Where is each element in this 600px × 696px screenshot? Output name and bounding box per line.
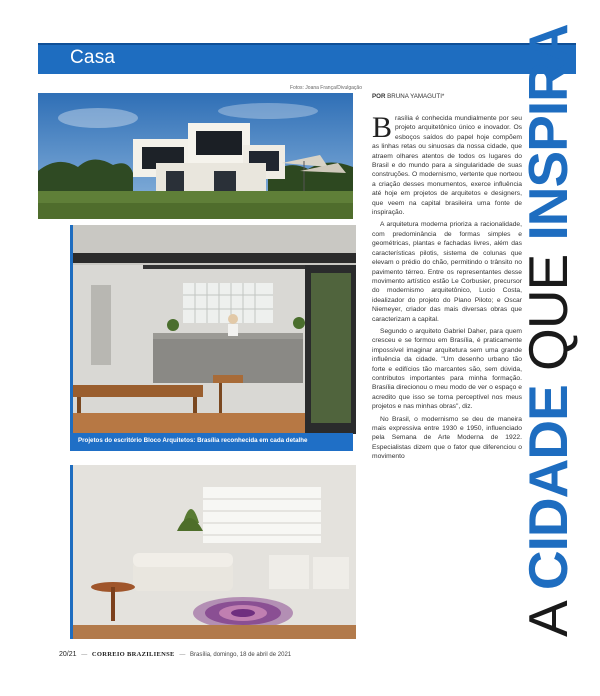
article-paragraph-2: A arquitetura moderna prioriza a racionalidade, com predominância de formas simples e geométricas, plantas e fachadas livres, além das características pilotis, sistema de colunas que elevam o prédio do chão, permitindo o trânsito no pavimento térreo. Entre os representantes desse movimento artístico estão Le Corbusier, precursor do modernismo arquitetônico, Lucio Costa, idealizador do projeto do Plano Piloto; e Oscar Niemeyer, criador das mais diversas obras que caracterizam a capital.	[372, 221, 522, 323]
newspaper-name: CORREIO BRAZILIENSE	[91, 651, 175, 658]
photo-caption-box	[70, 433, 353, 451]
byline-prefix: POR	[372, 93, 386, 100]
article-paragraph-1	[372, 111, 522, 217]
section-title: Casa	[70, 47, 116, 68]
page-footer	[59, 651, 291, 658]
footer-separator: —	[179, 652, 186, 658]
headline-word-a: A	[517, 590, 579, 637]
section-header	[38, 43, 576, 74]
headline	[517, 24, 579, 637]
headline-word-cidade: CIDADE	[517, 385, 579, 591]
page-number: 20/21	[59, 651, 77, 658]
headline-word-inspira: INSPIRA	[517, 24, 579, 241]
house-exterior-photo	[38, 93, 353, 219]
byline	[372, 93, 444, 100]
footer-separator: —	[81, 652, 88, 658]
article-paragraph-3: Segundo o arquiteto Gabriel Daher, para quem cresceu e se formou em Brasília, é praticamente impossível imaginar arquitetura sem uma grande influência da cidade. "Um desenho urbano tão forte e edifícios tão marcantes são, sem dúvida, contributos importantes para minha formação. Brasília direcionou o meu modo de ver o espaço e acredito que isso se torna perceptível nos meus projetos e nas minhas obras", diz.	[372, 327, 522, 411]
kitchen-interior-photo	[70, 225, 356, 434]
living-room-illustration	[73, 465, 356, 639]
headline-word-que: QUE	[517, 240, 579, 386]
photo-caption: Projetos do escritório Bloco Arquitetos: Brasília reconhecida em cada detalhe	[78, 437, 308, 444]
footer-date: Brasília, domingo, 18 de abril de 2021	[190, 652, 292, 658]
photo-credit: Fotos: Joana França/Divulgação	[290, 85, 362, 91]
article-body	[372, 111, 522, 465]
drop-cap: B	[372, 111, 393, 144]
living-room-photo	[70, 465, 356, 639]
header-rule	[38, 43, 576, 45]
kitchen-interior-illustration	[73, 225, 356, 434]
house-exterior-illustration	[38, 93, 353, 219]
article-paragraph-4: No Brasil, o modernismo se deu de maneira mais expressiva entre 1930 e 1950, influenciado pela Semana de Arte Moderna de 1922. Especialistas dizem que o fator que diferenciou o movimento	[372, 415, 522, 461]
paragraph-1-text: rasília é conhecida mundialmente por seu projeto arquitetônico único e inovador. Os esboços saídos do papel hoje compõem as linhas retas ou sinuosas da nossa cidade, que atraem olhares atentos de todos os lugares do Brasil e do mundo para a singularidade de suas construções. O modernismo, vertente que norteou a criação desses monumentos, exerce influência até hoje em projetos de arquitetos e designers, que veem na capital brasileira uma fonte de inspiração.	[372, 115, 522, 217]
byline-author: BRUNA YAMAGUTI*	[387, 93, 445, 100]
